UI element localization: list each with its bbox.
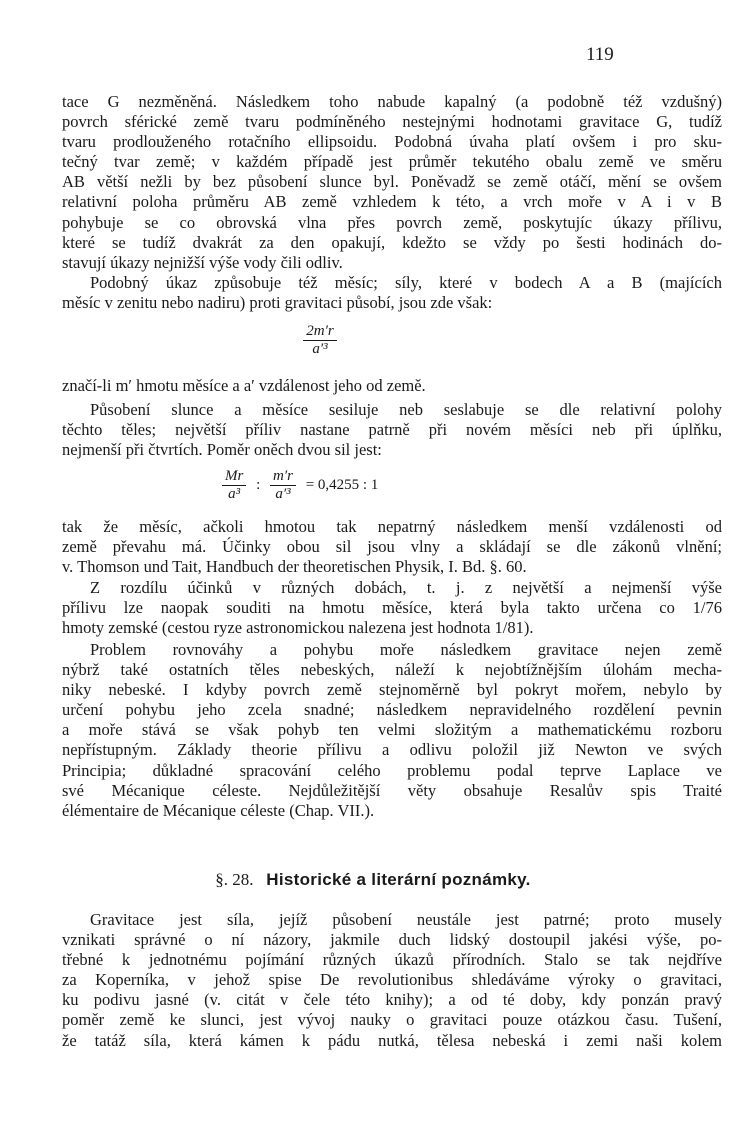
- text-line: niky nebeské. I kdyby povrch země stejnoměrně byl pokryt mořem, nebylo by: [62, 680, 722, 700]
- paragraph-moon-dominance: [62, 517, 722, 577]
- fraction-numerator: m′r: [270, 468, 296, 486]
- text-line: a moře stává se však pohyb ten velmi složitým a mathematickému rozboru: [62, 720, 722, 740]
- fraction-denominator: a³: [228, 486, 241, 502]
- text-line: tvaru prodlouženého rotačního ellipsoidu. Podobná úvaha platí ovšem i pro sku-: [62, 132, 722, 152]
- formula-moon-force: [290, 323, 350, 358]
- text-line: tečný tvar země; v každém případě jest průměr tekutého obalu země ve směru: [62, 152, 722, 172]
- text-line: élémentaire de Mécanique céleste (Chap. VII.).: [62, 800, 375, 820]
- text-line: v. Thomson und Tait, Handbuch der theoretischen Physik, I. Bd. §. 60.: [62, 557, 527, 577]
- text-line: relativní poloha průměru AB země vzhledem k této, a vrch moře v A i v B: [62, 192, 722, 212]
- fraction-numerator: 2m′r: [303, 323, 336, 341]
- section-title: Historické a literární poznámky.: [266, 870, 531, 889]
- paragraph-moon-forces: [62, 273, 722, 313]
- fraction-denominator: a′³: [312, 341, 328, 357]
- text-line: měsíc v zenitu nebo nadiru) proti gravitaci působí, jsou zde však:: [62, 293, 493, 313]
- text-line: tace G nezměněná. Následkem toho nabude kapalný (a podobně též vzdušný): [62, 92, 722, 111]
- text-line: své Mécanique céleste. Nejdůležitější věty obsahuje Resalův spis Traité: [62, 780, 722, 800]
- text-line: těchto těles; největší příliv nastane patrně při novém měsíci neb při úplňku,: [62, 420, 722, 440]
- ratio-colon: :: [256, 476, 261, 493]
- text-line: AB větší nežli by bez působení slunce byl. Poněvadž se země otáčí, mění se ovšem: [62, 172, 722, 192]
- text-line: povrch sférické země tvaru podmíněného nestejnými hodnotami gravitace G, tudíž: [62, 112, 722, 132]
- text-line: Principia; důkladné spracování celého problemu podal teprve Laplace ve: [62, 760, 722, 780]
- text-line: vznikati správné o ní názory, jakmile duch lidský dostoupil jakési výše, po-: [62, 930, 722, 950]
- paragraph-gravitation-history: [62, 910, 722, 1051]
- text-line: Problem rovnováhy a pohybu moře následkem gravitace nejen země: [90, 640, 722, 659]
- text-line: ku podivu jasné (v. citát v čele této knihy); a od té doby, kdy ponzán pravý: [62, 990, 722, 1010]
- paragraph-sun-moon: [62, 400, 722, 460]
- text-line: třebné k jednotnému pojímání různých úkazů přírodních. Stalo se tak nejdříve: [62, 950, 722, 970]
- text-line: stavují úkazy nejnižší výše vody čili odliv.: [62, 252, 343, 272]
- text-line: přílivu lze naopak souditi na hmotu měsíce, která byla takto určena co 1/76: [62, 598, 722, 618]
- paragraph-tidal-shape: [62, 92, 722, 273]
- text-line: pohybuje se co obrovská vlna přes povrch země, poskytujíc úkazy přílivu,: [62, 212, 722, 232]
- paragraph-definitions: [62, 376, 722, 396]
- fraction: [222, 468, 246, 503]
- formula-force-ratio: [222, 468, 442, 503]
- text-line: že tatáž síla, která kámen k pádu nutká, tělesa nebeská i zemi naši kolem: [62, 1030, 722, 1050]
- section-number: §. 28.: [215, 870, 254, 889]
- text-line: Gravitace jest síla, jejíž působení neustále jest patrné; proto musely: [90, 910, 722, 929]
- text-line: země převahu má. Účinky obou sil jsou vlny a skládají se dle zákonů vlnění;: [62, 537, 722, 557]
- text-line: které se tudíž dvakrát za den opakují, kdežto se vždy po šesti hodinách do-: [62, 232, 722, 252]
- fraction: [303, 323, 336, 358]
- fraction: [270, 468, 296, 503]
- fraction-denominator: a′³: [275, 486, 291, 502]
- text-line: značí-li m′ hmotu měsíce a a′ vzdálenost jeho od země.: [62, 376, 426, 395]
- text-line: hmoty zemské (cestou ryze astronomickou nalezena jest hodnota 1/81).: [62, 618, 534, 638]
- text-line: nepřístupným. Základy theorie přílivu a odlivu položil již Newton ve svých: [62, 740, 722, 760]
- text-line: nýbrž také ostatních těles nebeských, náleží k nejobtížnějším úlohám mecha-: [62, 660, 722, 680]
- fraction-numerator: Mr: [222, 468, 246, 486]
- text-line: nejmenší při čtvrtích. Poměr oněch dvou sil jest:: [62, 440, 382, 460]
- text-line: Podobný úkaz způsobuje též měsíc; síly, které v bodech A a B (majících: [90, 273, 722, 292]
- text-line: Působení slunce a měsíce sesiluje neb seslabuje se dle relativní polohy: [90, 400, 722, 419]
- section-heading: [0, 870, 746, 890]
- text-line: určení pohybu jeho zcela snadné; následkem nepravidelného rozdělení pevnin: [62, 700, 722, 720]
- ratio-value: = 0,4255 : 1: [305, 476, 379, 493]
- text-line: tak že měsíc, ačkoli hmotou tak nepatrný následkem menší vzdálenosti od: [62, 517, 722, 536]
- text-line: poměr země ke slunci, jest vývoj nauky o gravitaci pouze otázkou času. Tušení,: [62, 1010, 722, 1030]
- paragraph-moon-mass: [62, 578, 722, 638]
- paragraph-tide-problem: [62, 640, 722, 821]
- text-line: Z rozdílu účinků v různých dobách, t. j. z největší a nejmenší výše: [90, 578, 722, 597]
- page-number: 119: [586, 44, 614, 65]
- text-line: za Koperníka, v jehož spise De revolutionibus shledáváme výroky o gravitaci,: [62, 970, 722, 990]
